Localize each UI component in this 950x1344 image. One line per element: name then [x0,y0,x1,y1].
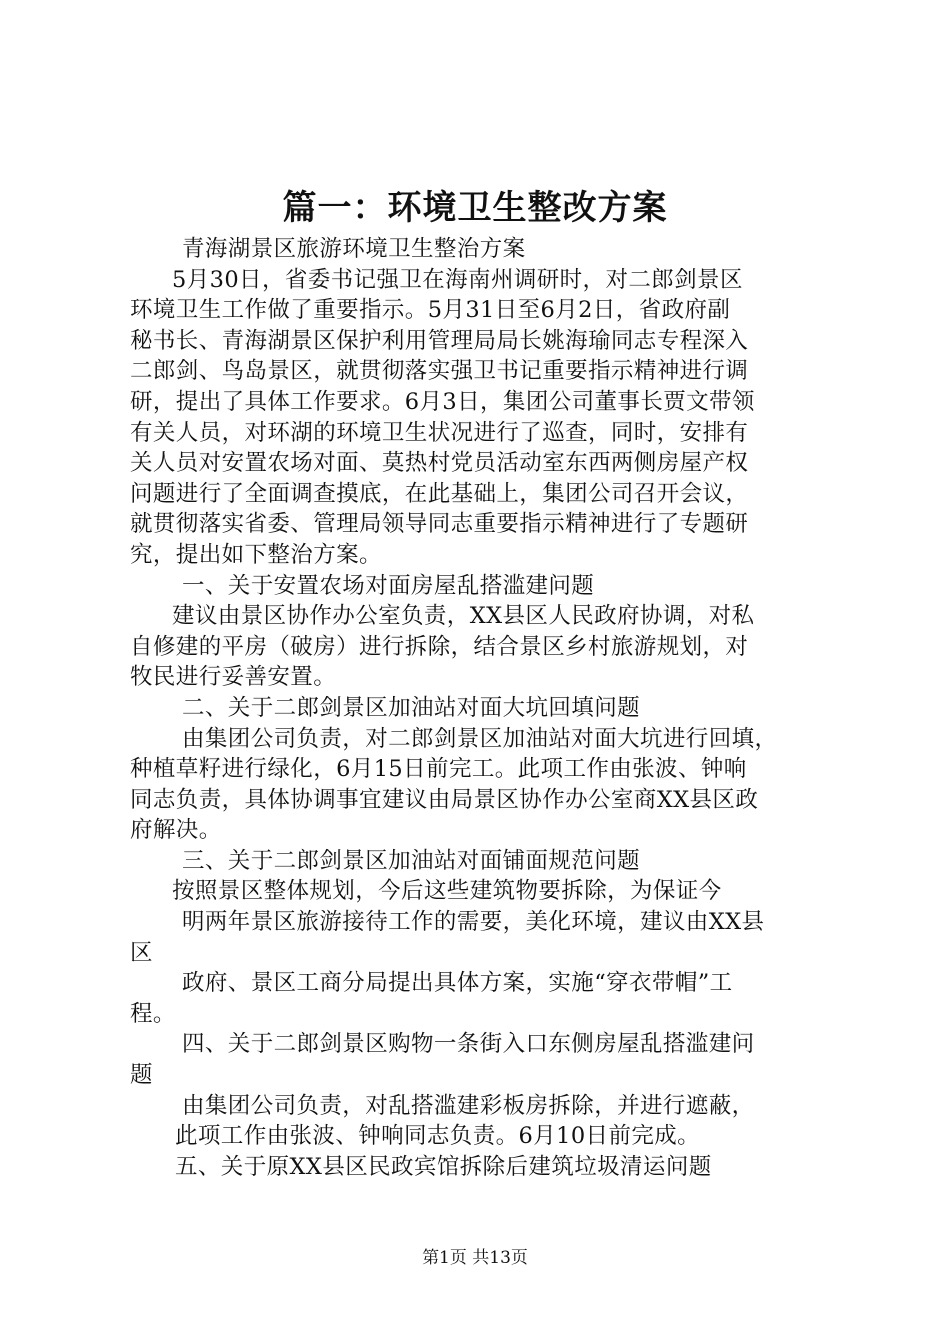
body-line: 牧民进行妥善安置。 [130,664,337,691]
body-line: 区 [130,939,153,966]
body-line: 此项工作由张波、钟响同志负责。6月10日前完成。 [175,1123,701,1150]
body-line: 种植草籽进行绿化，6月15日前完工。此项工作由张波、钟响 [130,756,747,783]
body-line: 政府、景区工商分局提出具体方案，实施“穿衣带帽”工 [182,970,733,997]
body-line: 由集团公司负责，对二郎剑景区加油站对面大坑进行回填， [182,725,778,752]
body-line: 二、关于二郎剑景区加油站对面大坑回填问题 [182,694,641,721]
body-line: 二郎剑、鸟岛景区，就贯彻落实强卫书记重要指示精神进行调 [130,358,749,385]
body-line: 明两年景区旅游接待工作的需要，美化环境，建议由XX县 [182,909,765,936]
body-line: 题 [130,1062,153,1089]
body-line: 研，提出了具体工作要求。6月3日，集团公司董事长贾文带领 [130,388,755,415]
body-line: 程。 [130,1000,176,1027]
document-body [130,234,830,1182]
body-line: 秘书长、青海湖景区保护利用管理局局长姚海瑜同志专程深入 [130,327,749,354]
body-line: 一、关于安置农场对面房屋乱搭滥建问题 [182,572,595,599]
body-line: 关人员对安置农场对面、莫热村党员活动室东西两侧房屋产权 [130,450,749,477]
body-line: 五、关于原XX县区民政宾馆拆除后建筑垃圾清运问题 [175,1153,712,1180]
body-line: 由集团公司负责，对乱搭滥建彩板房拆除，并进行遮蔽， [182,1092,755,1119]
body-line: 5月30日，省委书记强卫在海南州调研时，对二郎剑景区 [172,266,743,293]
body-line: 问题进行了全面调查摸底，在此基础上，集团公司召开会议， [130,480,749,507]
body-line: 建议由景区协作办公室负责，XX县区人民政府协调，对私 [172,603,755,630]
document-title: 篇一：环境卫生整改方案 [282,188,668,228]
body-line: 自修建的平房（破房）进行拆除，结合景区乡村旅游规划，对 [130,633,749,660]
body-line: 有关人员，对环湖的环境卫生状况进行了巡查，同时，安排有 [130,419,749,446]
body-line: 府解决。 [130,817,222,844]
body-line: 按照景区整体规划，今后这些建筑物要拆除，为保证今 [172,878,722,905]
body-line: 同志负责，具体协调事宜建议由局景区协作办公室商XX县区政 [130,786,759,813]
body-line: 就贯彻落实省委、管理局领导同志重要指示精神进行了专题研 [130,511,749,538]
body-line: 四、关于二郎剑景区购物一条街入口东侧房屋乱搭滥建问 [182,1031,755,1058]
body-line: 青海湖景区旅游环境卫生整治方案 [182,236,526,262]
page-number-footer: 第1页 共13页 [422,1248,528,1268]
body-line: 究，提出如下整治方案。 [130,541,382,568]
body-line: 环境卫生工作做了重要指示。5月31日至6月2日，省政府副 [130,297,731,324]
body-line: 三、关于二郎剑景区加油站对面铺面规范问题 [182,847,641,874]
